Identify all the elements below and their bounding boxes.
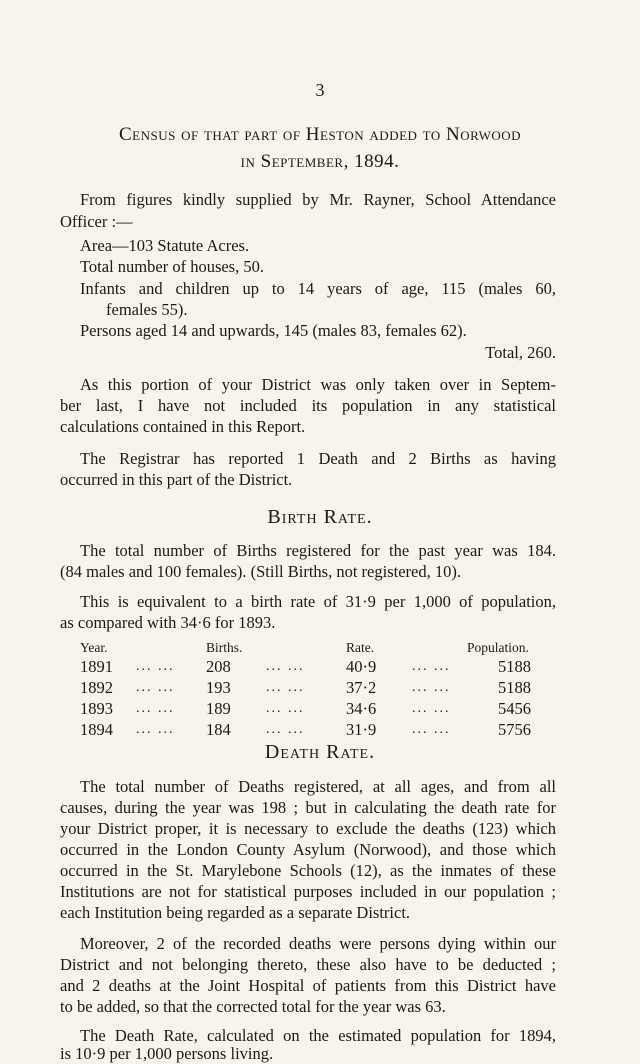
cell-rate: 31·9 [346,720,377,739]
leader-dots: ... ... [136,701,175,716]
leader-dots: ... ... [412,701,451,716]
cell-births: 208 [206,657,231,676]
leader-dots: ... ... [412,659,451,674]
leader-dots: ... ... [412,680,451,695]
census-infants-cont: females 55). [106,300,188,319]
census-total: Total, 260. [485,343,556,362]
paragraph-line: occurred in the St. Marylebone Schools (12), as the inmates of these [60,861,556,880]
leader-dots: ... ... [266,722,305,737]
cell-year: 1893 [80,699,113,718]
table-row [80,720,540,740]
cell-rate: 40·9 [346,657,377,676]
page-title-line2: in September, 1894. [240,151,400,172]
paragraph-line: calculations contained in this Report. [60,417,306,436]
cell-rate: 34·6 [346,699,377,718]
paragraph-line: ber last, I have not included its population in any statistical [60,396,556,415]
section-heading-birth-rate: Birth Rate. [267,506,373,528]
table-row [80,678,540,698]
cell-rate: 37·2 [346,678,377,697]
intro-line: From figures kindly supplied by Mr. Rayner, School Attendance [80,190,556,209]
census-infants: Infants and children up to 14 years of age, 115 (males 60, [80,279,556,298]
paragraph-line: District and not belonging thereto, these also have to be deducted ; [60,955,556,974]
paragraph-line: occurred in the London County Asylum (Norwood), and those which [60,840,556,859]
paragraph-line: occurred in this part of the District. [60,470,293,489]
cell-births: 193 [206,678,231,697]
census-area: Area—103 Statute Acres. [80,236,250,255]
paragraph-line: each Institution being regarded as a separate District. [60,903,411,922]
column-header-rate: Rate. [346,640,375,655]
section-heading-death-rate: Death Rate. [264,741,376,763]
paragraph-line: is 10·9 per 1,000 persons living. [60,1044,274,1063]
paragraph-line: (84 males and 100 females). (Still Births, not registered, 10). [60,562,461,581]
paragraph-line: The total number of Births registered for the past year was 184. [80,541,556,560]
cell-population: 5188 [498,657,531,676]
paragraph-line: The Death Rate, calculated on the estimated population for 1894, [80,1026,556,1045]
page-title: Census of that part of Heston added to Norwood [118,124,522,145]
cell-population: 5188 [498,678,531,697]
paragraph-line: and 2 deaths at the Joint Hospital of patients from this District have [60,976,556,995]
leader-dots: ... ... [266,680,305,695]
column-header-births: Births. [206,640,243,655]
cell-year: 1894 [80,720,113,739]
paragraph-line: your District proper, it is necessary to exclude the deaths (123) which [60,819,556,838]
cell-year: 1891 [80,657,113,676]
census-houses: Total number of houses, 50. [80,257,264,276]
paragraph-line: causes, during the year was 198 ; but in calculating the death rate for [60,798,556,817]
leader-dots: ... ... [136,659,175,674]
table-row [80,657,540,677]
paragraph-line: to be added, so that the corrected total for the year was 63. [60,997,446,1016]
leader-dots: ... ... [136,722,175,737]
paragraph-line: The Registrar has reported 1 Death and 2 Births as having [80,449,556,468]
census-persons: Persons aged 14 and upwards, 145 (males 83, females 62). [80,321,467,340]
column-header-year: Year. [80,640,108,655]
paragraph-line: Moreover, 2 of the recorded deaths were persons dying within our [80,934,556,953]
leader-dots: ... ... [136,680,175,695]
intro-line: Officer :— [60,212,133,231]
column-header-population: Population. [467,640,529,655]
cell-year: 1892 [80,678,113,697]
leader-dots: ... ... [266,659,305,674]
page-number: 3 [315,80,325,100]
paragraph-line: This is equivalent to a birth rate of 31·9 per 1,000 of population, [80,592,556,611]
paragraph-line: As this portion of your District was only taken over in Septem- [80,375,556,394]
leader-dots: ... ... [412,722,451,737]
cell-population: 5756 [498,720,531,739]
table-row [80,699,540,719]
cell-births: 189 [206,699,231,718]
paragraph-line: as compared with 34·6 for 1893. [60,613,276,632]
leader-dots: ... ... [266,701,305,716]
cell-births: 184 [206,720,231,739]
paragraph-line: Institutions are not for statistical purposes included in our population ; [60,882,556,901]
paragraph-line: The total number of Deaths registered, at all ages, and from all [80,777,556,796]
cell-population: 5456 [498,699,531,718]
